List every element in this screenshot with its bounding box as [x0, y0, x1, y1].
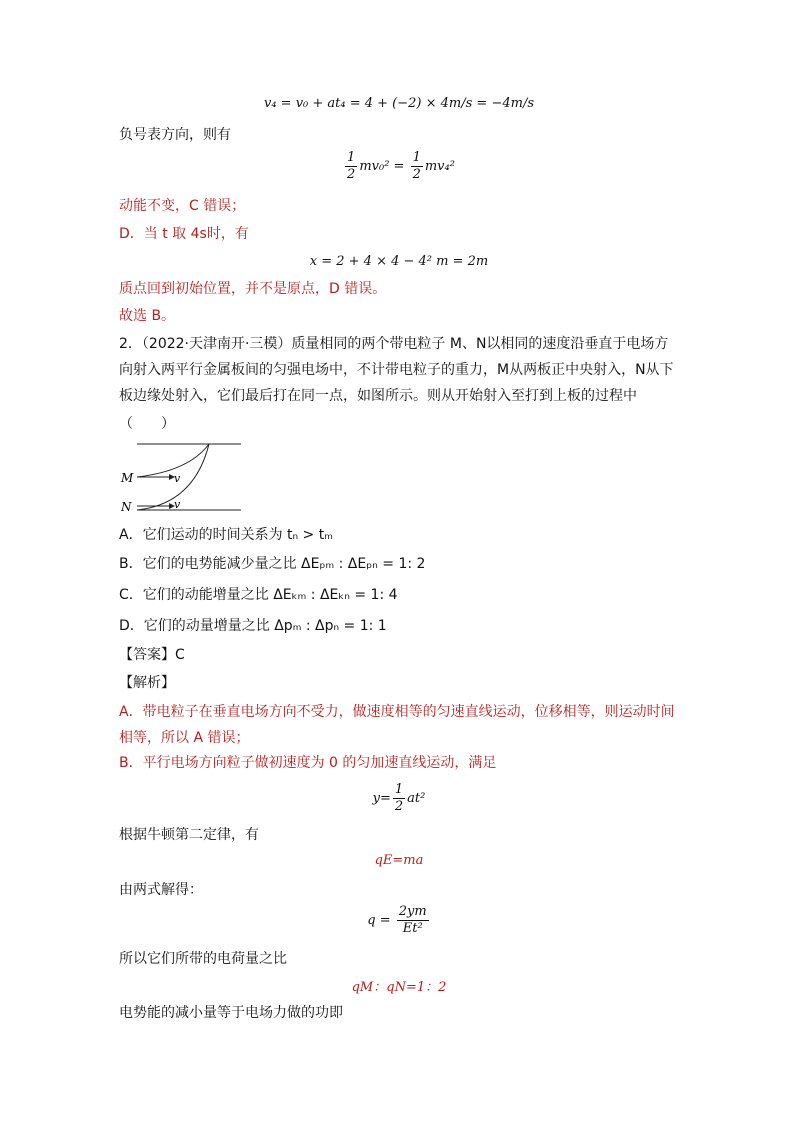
equation-term: mv₄² — [424, 159, 455, 174]
paragraph-d-wrong: 质点回到初始位置，并不是原点，D 错误。 — [119, 281, 387, 297]
solution-a: A．带电粒子在垂直电场方向不受力，做速度相等的匀速直线运动，位移相等，则运动时间相等，所以 A 错误； — [119, 704, 675, 746]
question-2-blank: （ ） — [119, 416, 175, 432]
paragraph-sign: 负号表方向，则有 — [119, 127, 231, 143]
fraction-numerator: 1 — [412, 150, 421, 165]
equation-force: qE=ma — [374, 853, 424, 868]
label-v-n: v — [174, 498, 181, 511]
fraction-denominator: Et² — [402, 921, 423, 936]
equation-charge — [119, 904, 679, 937]
fraction-numerator: 1 — [347, 150, 356, 165]
paragraph-potential: 电势能的减小量等于电场力做的功即 — [119, 1005, 343, 1021]
equation-term: q = — [367, 913, 395, 928]
fraction-denominator: 2 — [347, 167, 356, 182]
option-a: A．它们运动的时间关系为 tₙ > tₘ — [119, 527, 333, 543]
equation-velocity: v₄ = v₀ + at₄ = 4 + (−2) × 4m/s = −4m/s — [263, 96, 534, 111]
option-c: C．它们的动能增量之比 ΔEₖₘ : ΔEₖₙ = 1: 4 — [119, 587, 398, 603]
equation-charge-ratio: qM：qN=1：2 — [351, 980, 447, 995]
equation-position: x = 2 + 4 × 4 − 4² m = 2m — [309, 254, 489, 269]
fraction-denominator: 2 — [394, 799, 404, 814]
paragraph-ratio: 所以它们所带的电荷量之比 — [119, 951, 287, 967]
label-v-m: v — [174, 472, 181, 485]
equation-displacement — [119, 782, 679, 815]
answer-line: 【答案】C — [119, 647, 185, 663]
fraction-numerator: 2ym — [398, 904, 427, 919]
paragraph-solve: 由两式解得： — [119, 882, 203, 898]
label-n: N — [121, 500, 132, 514]
paragraph-c-wrong: 动能不变，C 错误； — [119, 198, 246, 214]
question-2-text: 2．（2022·天津南开·三模）质量相同的两个带电粒子 M、N以相同的速度沿垂直于电场方向射入两平行金属板间的匀强电场中，不计带电粒子的重力，M从两板正中央射入，N从下板边缘处射入，它们最后打在同一点，如图所示。则从开始射入至打到上板的过程中 — [119, 336, 674, 404]
equation-term: at² — [407, 791, 426, 806]
fraction — [345, 150, 357, 183]
fraction — [393, 782, 405, 815]
equation-term: mv₀² = — [359, 159, 409, 174]
plates-diagram — [119, 436, 244, 516]
fraction — [397, 904, 429, 937]
analysis-heading: 【解析】 — [119, 675, 175, 691]
paragraph-d-when: D．当 t 取 4s时，有 — [119, 226, 249, 242]
label-m: M — [121, 471, 134, 485]
fraction-numerator: 1 — [394, 782, 404, 797]
paragraph-choose-b: 故选 B。 — [119, 308, 176, 324]
option-d: D．它们的动量增量之比 Δpₘ : Δpₙ = 1: 1 — [119, 618, 387, 634]
fraction — [411, 150, 423, 183]
fraction-denominator: 2 — [412, 167, 421, 182]
paragraph-newton: 根据牛顿第二定律，有 — [119, 827, 259, 843]
solution-b: B．平行电场方向粒子做初速度为 0 的匀加速直线运动，满足 — [119, 755, 497, 771]
equation-kinetic — [119, 150, 679, 183]
equation-term: y= — [372, 791, 391, 806]
option-b: B．它们的电势能减少量之比 ΔEₚₘ : ΔEₚₙ = 1: 2 — [119, 556, 426, 572]
